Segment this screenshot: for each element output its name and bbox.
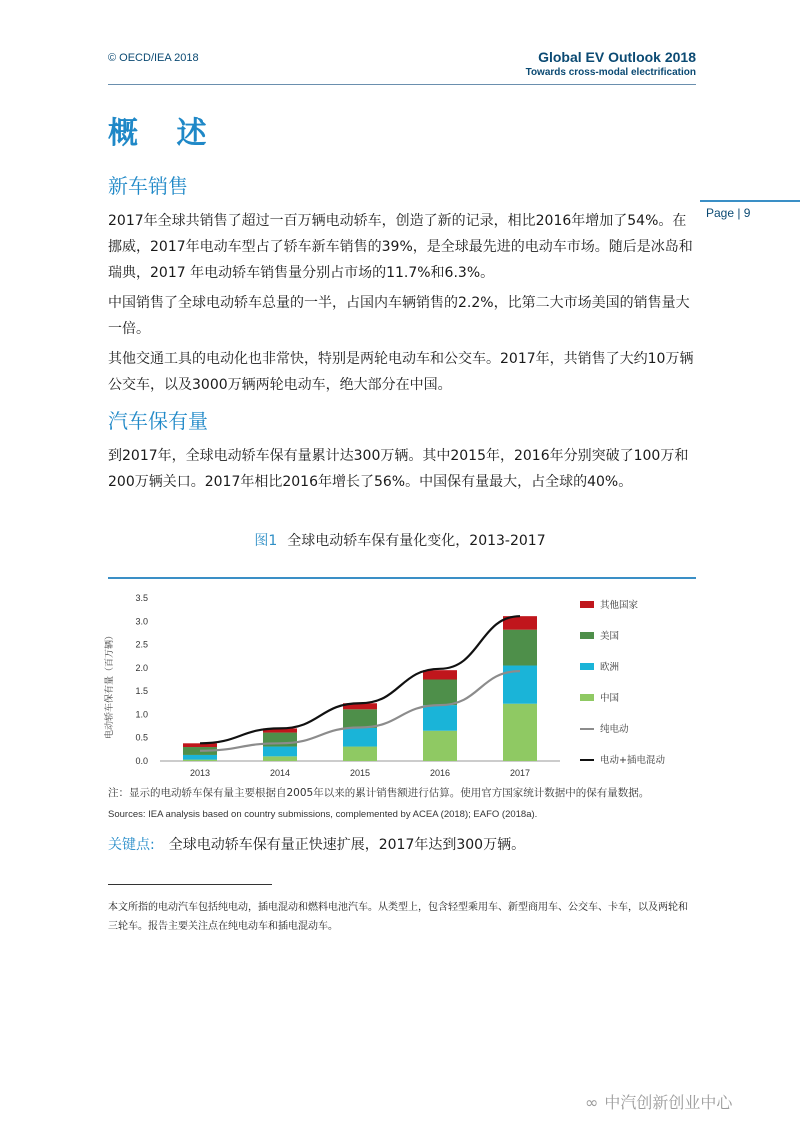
bar-segment	[343, 728, 377, 747]
legend-label: 美国	[600, 631, 620, 642]
paragraph-stock: 到2017年，全球电动轿车保有量累计达300万辆。其中2015年，2016年分别突破了100万和200万辆关口。2017年相比2016年增长了56%。中国保有量最大，占全球的40%。	[108, 448, 689, 490]
legend-label: 其他国家	[600, 600, 639, 611]
footnote-divider	[108, 884, 272, 885]
figure-number: 图1	[254, 533, 278, 549]
page-tab	[700, 200, 800, 228]
figure-note: 注：显示的电动轿车保有量主要根据自2005年以来的累计销售额进行估算。使用官方国家统计数据中的保有量数据。	[108, 787, 650, 799]
bar-segment	[423, 731, 457, 761]
bar-segment	[343, 747, 377, 761]
footnote: 本文所指的电动汽车包括纯电动，插电混动和燃料电池汽车。从类型上，包含轻型乘用车、新型商用车、公交车、卡车，以及两轮和三轮车。报告主要关注点在纯电动车和插电混动车。	[108, 902, 688, 932]
bar-segment	[183, 755, 217, 760]
figure-title	[0, 530, 800, 550]
ev-stock-chart	[98, 585, 708, 780]
y-tick-label: 1.5	[135, 686, 148, 697]
figure-divider	[108, 577, 696, 579]
report-title: Global EV Outlook 2018	[538, 49, 696, 65]
header-divider	[108, 84, 696, 85]
legend-label: 电动+插电混动	[600, 755, 665, 766]
x-tick-label: 2017	[509, 768, 531, 778]
figure-source: Sources: IEA analysis based on country submissions, complemented by ACEA (2018); EAFO (2018a).	[108, 809, 538, 820]
watermark	[585, 1090, 732, 1113]
bar-segment	[263, 747, 297, 757]
legend-swatch	[580, 663, 594, 670]
key-point-text: 全球电动轿车保有量正快速扩展，2017年达到300万辆。	[168, 837, 526, 853]
watermark-text: 中汽创新创业中心	[604, 1093, 733, 1112]
bar-segment	[503, 704, 537, 761]
x-tick-label: 2014	[269, 768, 291, 778]
section-heading-stock: 汽车保有量	[108, 409, 208, 433]
legend-label: 纯电动	[600, 724, 629, 735]
y-tick-label: 2.5	[135, 639, 148, 650]
page-title: 概 述	[108, 116, 221, 151]
x-tick-label: 2016	[429, 768, 451, 778]
y-tick-label: 0.0	[135, 756, 148, 766]
bar-segment	[503, 630, 537, 666]
legend-label: 欧洲	[600, 662, 620, 673]
key-point	[108, 834, 525, 854]
legend-swatch	[580, 632, 594, 639]
x-tick-label: 2015	[349, 768, 371, 778]
y-tick-label: 2.0	[135, 662, 148, 673]
y-axis-label	[103, 631, 115, 739]
bar-segment	[423, 670, 457, 679]
chart-legend	[580, 599, 665, 766]
key-point-label: 关键点:	[108, 837, 155, 853]
bar-segment	[343, 709, 377, 728]
legend-label: 中国	[600, 693, 620, 704]
paragraph-sales-1: 2017年全球共销售了超过一百万辆电动轿车，创造了新的记录，相比2016年增加了54%。在挪威，2017年电动车型占了轿车新车销售的39%，是全球最先进的电动车市场。随后是冰岛和瑞典，2017 年电动轿车销售量分别占市场的11.7%和6.3%。	[108, 213, 693, 281]
legend-swatch	[580, 601, 594, 608]
header-copyright: © OECD/IEA 2018	[108, 52, 199, 64]
x-tick-label: 2013	[189, 768, 211, 778]
y-axis-title: 电动轿车保有量（百万辆）	[105, 630, 115, 740]
y-tick-label: 1.0	[135, 709, 148, 720]
legend-swatch	[580, 694, 594, 701]
bar-segment	[183, 760, 217, 761]
bar-segment	[423, 705, 457, 731]
report-subtitle: Towards cross-modal electrification	[525, 67, 696, 78]
paragraph-sales-2: 中国销售了全球电动轿车总量的一半，占国内车辆销售的2.2%，比第二大市场美国的销售量大一倍。	[108, 295, 690, 337]
paragraph-sales-3: 其他交通工具的电动化也非常快，特别是两轮电动车和公交车。2017年，共销售了大约10万辆公交车，以及3000万辆两轮电动车，绝大部分在中国。	[108, 351, 694, 393]
section-heading-sales: 新车销售	[108, 174, 188, 198]
wechat-icon: ∞	[585, 1093, 599, 1112]
y-tick-label: 3.5	[135, 593, 148, 603]
bar-segment	[263, 756, 297, 761]
header-block	[526, 49, 696, 78]
figure-caption: 全球电动轿车保有量化变化，2013-2017	[287, 533, 546, 549]
y-tick-label: 0.5	[135, 732, 148, 743]
y-tick-label: 3.0	[135, 616, 148, 627]
bar-segment	[423, 680, 457, 706]
page-number: Page | 9	[706, 206, 751, 220]
